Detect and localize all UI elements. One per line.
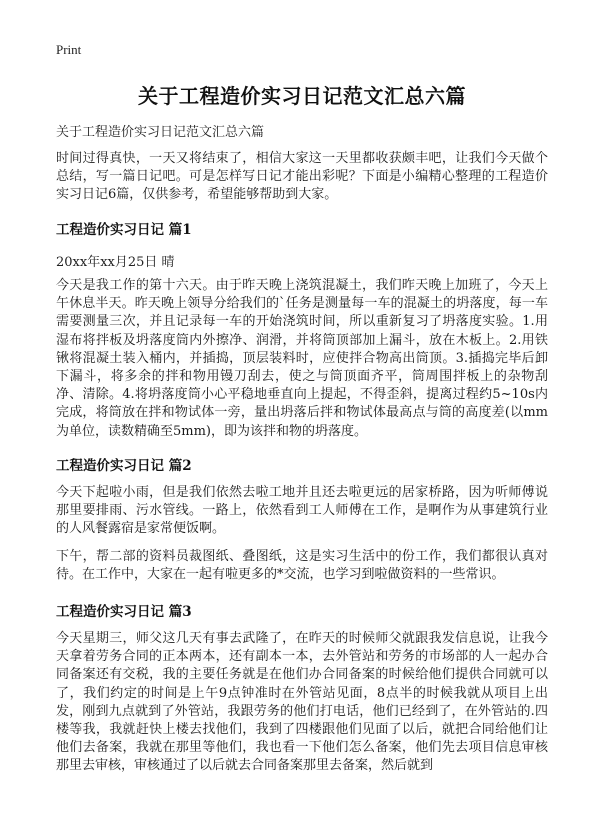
print-link[interactable]: Print	[56, 42, 82, 57]
section-2-heading: 工程造价实习日记 篇2	[56, 458, 192, 474]
intro-paragraph: 时间过得真快，一天又将结束了，相信大家这一天里都收获颇丰吧，让我们今天做个总结，写一篇日记吧。可是怎样写日记才能出彩呢？下面是小编精心整理的工程造价实习日记6篇，仅供参考，希望能够帮助到大家。	[56, 151, 548, 203]
section-3-paragraph: 今天星期三，师父这几天有事去武隆了，在昨天的时候师父就跟我发信息说，让我今天拿着劳务合同的正本两本，还有副本一本，去外管站和劳务的市场部的人一起办合同备案还有交税，我的主要任务就是在他们办合同备案的时候给他们提供合同就可以了，我们约定的时间是上午9点钟准时在外管站见面，8点半的时候我就从项目上出发，刚到九点就到了外管站，我跟劳务的他们打电话，他们已经到了，在外管站的.四楼等我，我就赶快上楼去找他们，我到了四楼跟他们见面了以后，就把合同给他们让他们去备案，我就在那里等他们，我也看一下他们怎么备案，他们先去项目信息审核那里去审核，审核通过了以后就去合同备案那里去备案，然后就到	[56, 631, 548, 774]
section-2-paragraph-2: 下午，帮二部的资料员裁图纸、叠图纸，这是实习生活中的份工作，我们都很认真对待。在工作中，大家在一起有啦更多的*交流，也学习到啦做资料的一些常识。	[56, 549, 548, 583]
document-title: 关于工程造价实习日记范文汇总六篇	[138, 84, 466, 108]
section-3-heading: 工程造价实习日记 篇3	[56, 604, 192, 620]
document-subtitle: 关于工程造价实习日记范文汇总六篇	[56, 125, 265, 140]
section-2-paragraph-1: 今天下起啦小雨，但是我们依然去啦工地并且还去啦更远的居家桥路，因为听师傅说那里要排雨、污水管线。一路上，依然看到工人师傅在工作，是啊作为从事建筑行业的人风餐露宿是家常便饭啊。	[56, 485, 548, 537]
section-1-date: 20xx年xx月25日 晴	[56, 255, 175, 270]
section-1-heading: 工程造价实习日记 篇1	[56, 222, 192, 238]
section-1-paragraph: 今天是我工作的第十六天。由于昨天晚上浇筑混凝土，我们昨天晚上加班了，今天上午休息半天。昨天晚上领导分给我们的`任务是测量每一车的混凝土的坍落度，每一车需要测量三次，并且记录每一车的开始浇筑时间，所以重新复习了坍落度实验。1.用湿布将拌板及坍落度筒内外擦净、润滑，并将筒顶部加上漏斗，放在木板上。2.用铁锹将混凝土装入桶内，并插捣，顶层装料时，应使拌合物高出筒顶。3.插捣完毕后卸下漏斗，将多余的拌和物用镘刀刮去，使之与筒顶面齐平，筒周围拌板上的杂物刮净、清除。4.将坍落度筒小心平稳地垂直向上提起，不得歪斜，提离过程约5~10s内完成，将筒放在拌和物试体一旁，量出坍落后拌和物试体最高点与筒的高度差(以mm为单位，读数精确至5mm)，即为该拌和物的坍落度。	[56, 278, 548, 439]
